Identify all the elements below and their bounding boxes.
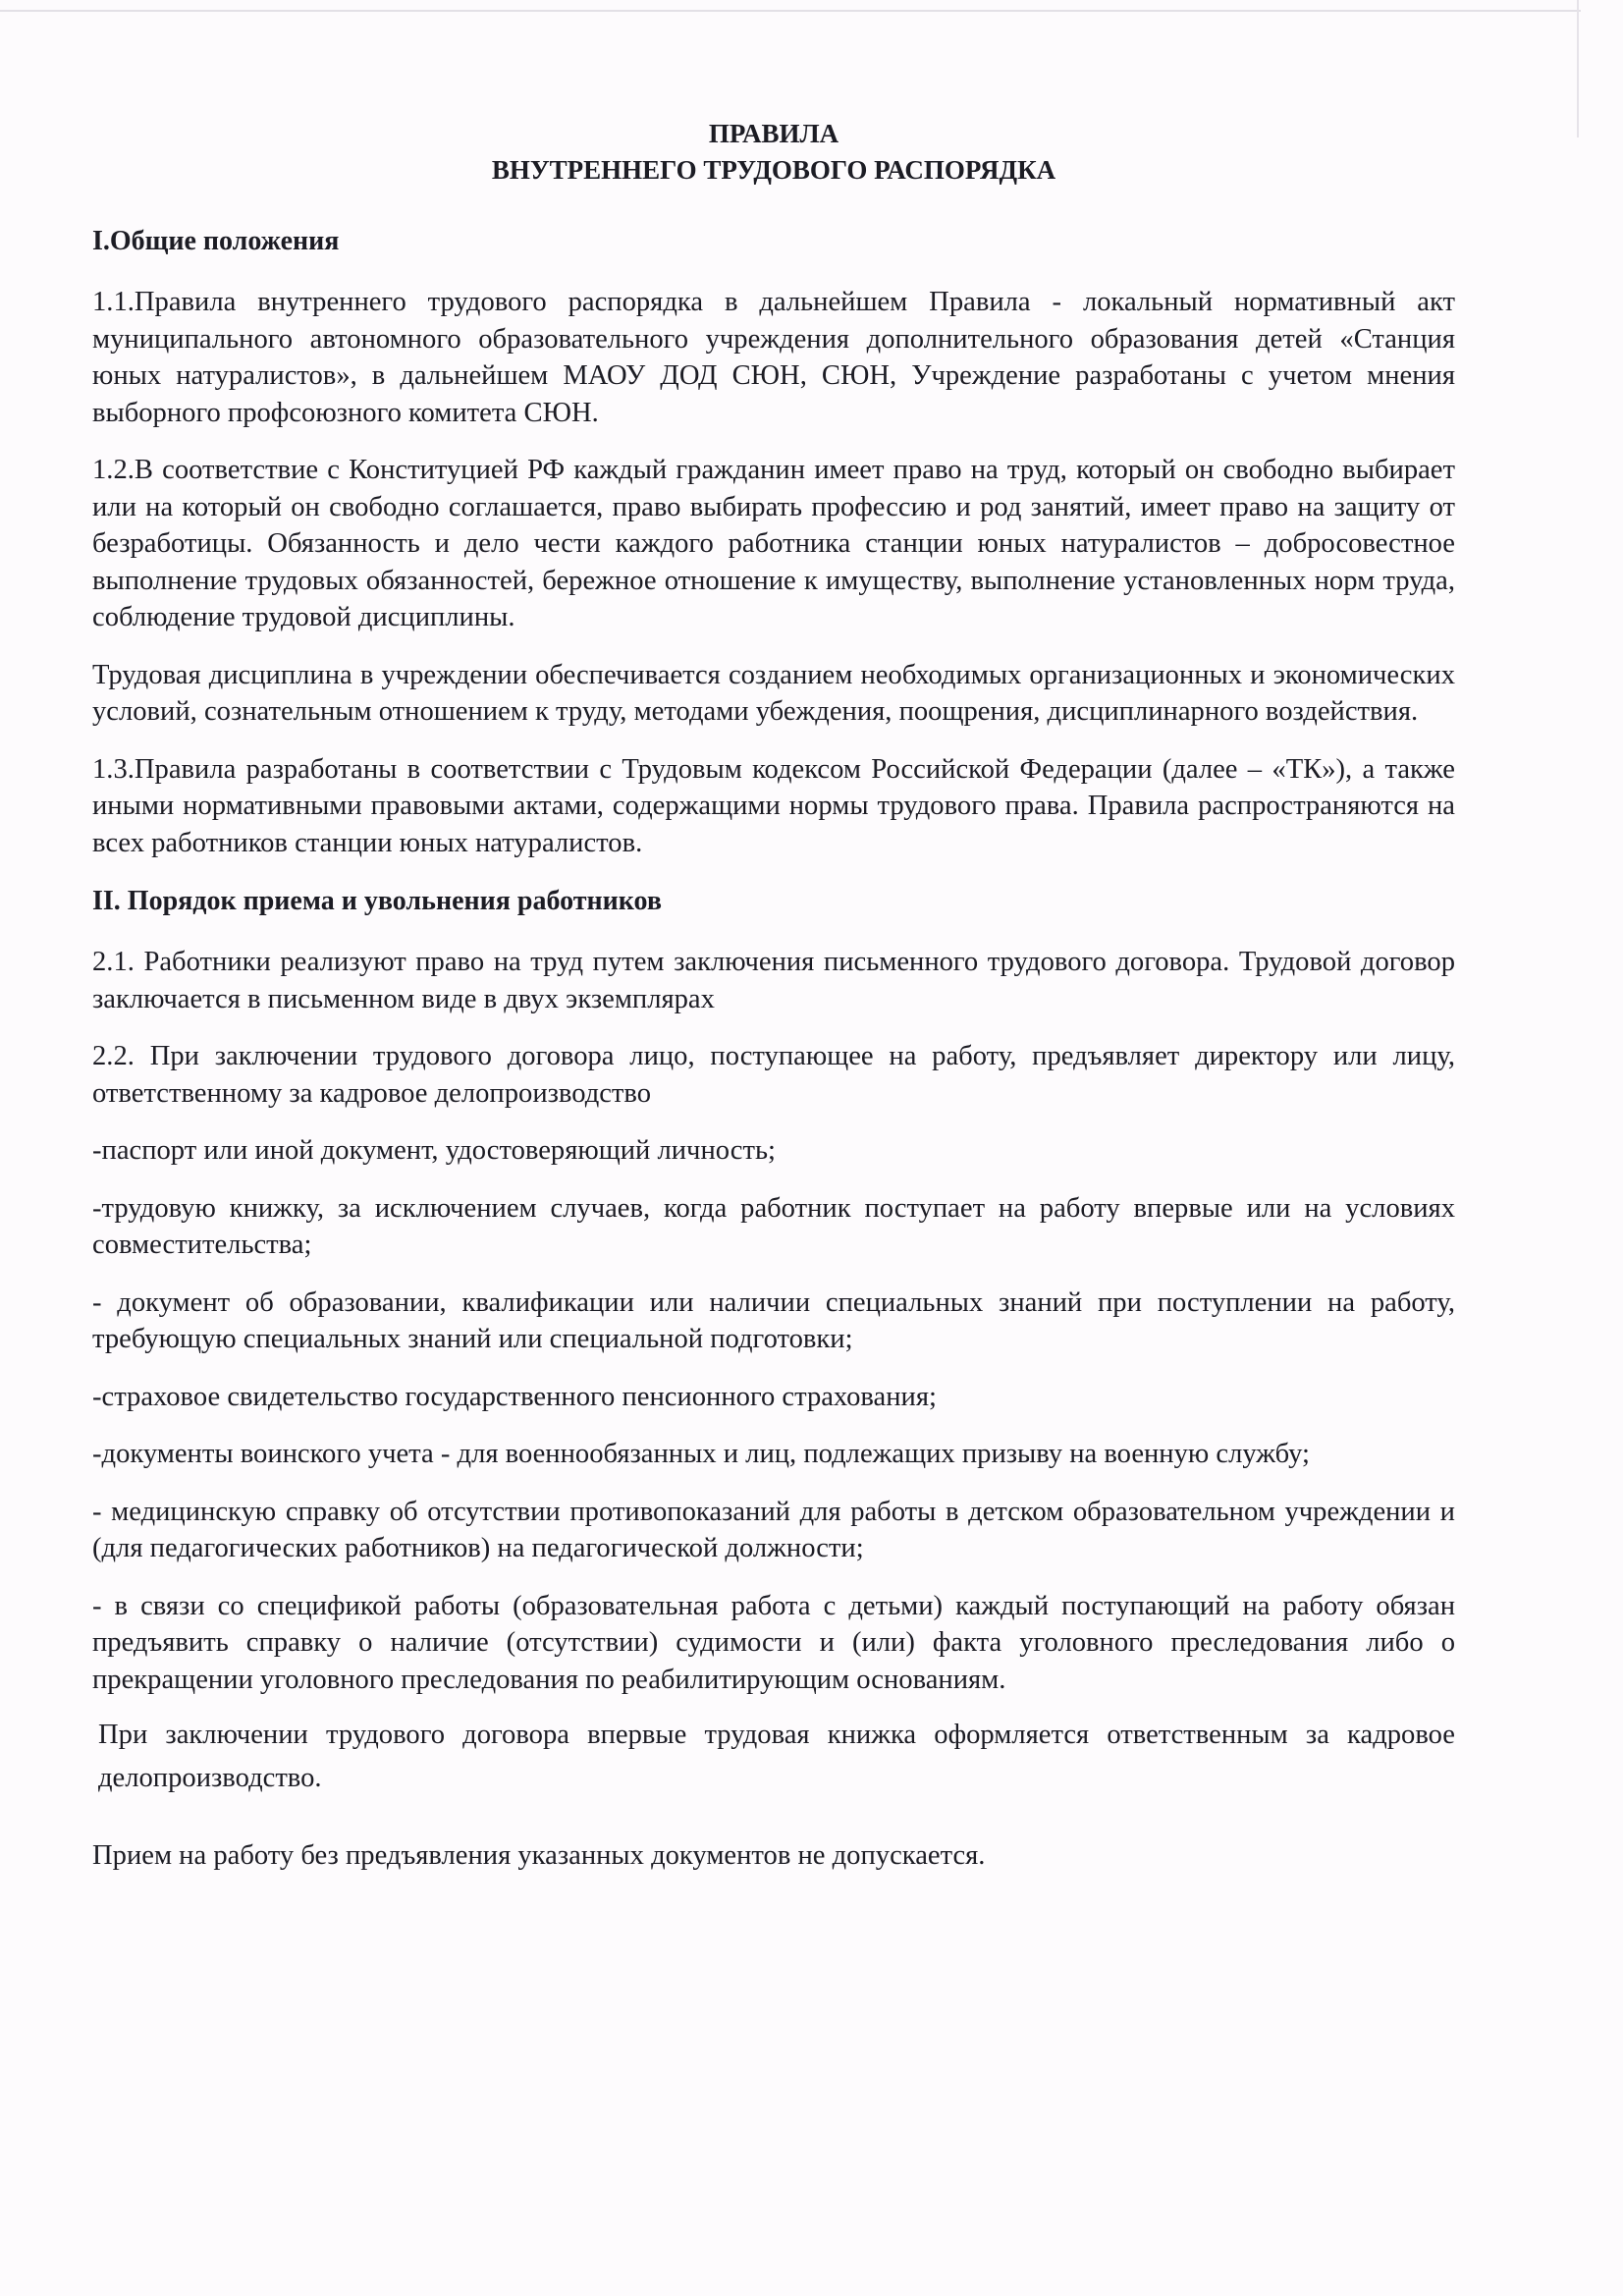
- paragraph-1-1: 1.1.Правила внутреннего трудового распорядка в дальнейшем Правила - локальный нормативный акт муниципального автономного образовательного учреждения дополнительного образования детей «Станция юных натуралистов», в дальнейшем МАОУ ДОД СЮН, СЮН, Учреждение разработаны с учетом мнения выборного профсоюзного комитета СЮН.: [92, 287, 1455, 428]
- list-item-criminal-record: - в связи со спецификой работы (образовательная работа с детьми) каждый поступающий на работу обязан предъявить справку о наличие (отсутствии) судимости и (или) факта уголовного преследования либо о прекращении уголовного преследования по реабилитирующим основаниям.: [92, 1590, 1455, 1695]
- list-item-education: - документ об образовании, квалификации или наличии специальных знаний при поступлении на работу, требующую специальных знаний или специальной подготовки;: [92, 1286, 1455, 1354]
- scan-edge-right: [1577, 0, 1579, 137]
- paragraph-workbook-first: При заключении трудового договора впервые трудовая книжка оформляется ответственным за кадровое делопроизводство.: [98, 1720, 1455, 1793]
- section-heading-hiring: II. Порядок приема и увольнения работников: [92, 886, 662, 916]
- document-title: [92, 116, 1455, 189]
- list-item-passport: -паспорт или иной документ, удостоверяющий личность;: [92, 1135, 776, 1166]
- section-heading-general: I.Общие положения: [92, 226, 340, 256]
- scan-edge-top: [0, 10, 1581, 12]
- paragraph-1-3: 1.3.Правила разработаны в соответствии с Трудовым кодексом Российской Федерации (далее – «ТК»), а также иными нормативными правовыми актами, содержащими нормы трудового права. Правила распространяются на всех работников станции юных натуралистов.: [92, 753, 1455, 858]
- paragraph-no-documents: Прием на работу без предъявления указанных документов не допускается.: [92, 1840, 986, 1871]
- list-item-medical: - медицинскую справку об отсутствии противопоказаний для работы в детском образовательном учреждении и (для педагогических работников) на педагогической должности;: [92, 1496, 1455, 1563]
- title-line-2: ВНУТРЕННЕГО ТРУДОВОГО РАСПОРЯДКА: [491, 155, 1056, 185]
- paragraph-labor-discipline: Трудовая дисциплина в учреждении обеспечивается созданием необходимых организационных и экономических условий, сознательным отношением к труду, методами убеждения, поощрения, дисциплинарного воздействия.: [92, 659, 1455, 727]
- title-line-1: ПРАВИЛА: [708, 119, 839, 148]
- paragraph-2-1: 2.1. Работники реализуют право на труд путем заключения письменного трудового договора. Трудовой договор заключается в письменном виде в двух экземплярах: [92, 947, 1455, 1014]
- list-item-workbook: -трудовую книжку, за исключением случаев, когда работник поступает на работу впервые или на условиях совместительства;: [92, 1192, 1455, 1260]
- paragraph-2-2: 2.2. При заключении трудового договора лицо, поступающее на работу, предъявляет директору или лицу, ответственному за кадровое делопроизводство: [92, 1041, 1455, 1109]
- list-item-insurance: -страховое свидетельство государственного пенсионного страхования;: [92, 1381, 937, 1412]
- document-page: [92, 116, 1455, 1875]
- list-item-military: -документы воинского учета - для военнообязанных и лиц, подлежащих призыву на военную службу;: [92, 1439, 1311, 1469]
- paragraph-1-2: 1.2.В соответствие с Конституцией РФ каждый гражданин имеет право на труд, который он свободно выбирает или на который он свободно соглашается, право выбирать профессию и род занятий, имеет право на защиту от безработицы. Обязанность и дело чести каждого работника станции юных натуралистов – добросовестное выполнение трудовых обязанностей, бережное отношение к имуществу, выполнение установленных норм труда, соблюдение трудовой дисциплины.: [92, 455, 1455, 632]
